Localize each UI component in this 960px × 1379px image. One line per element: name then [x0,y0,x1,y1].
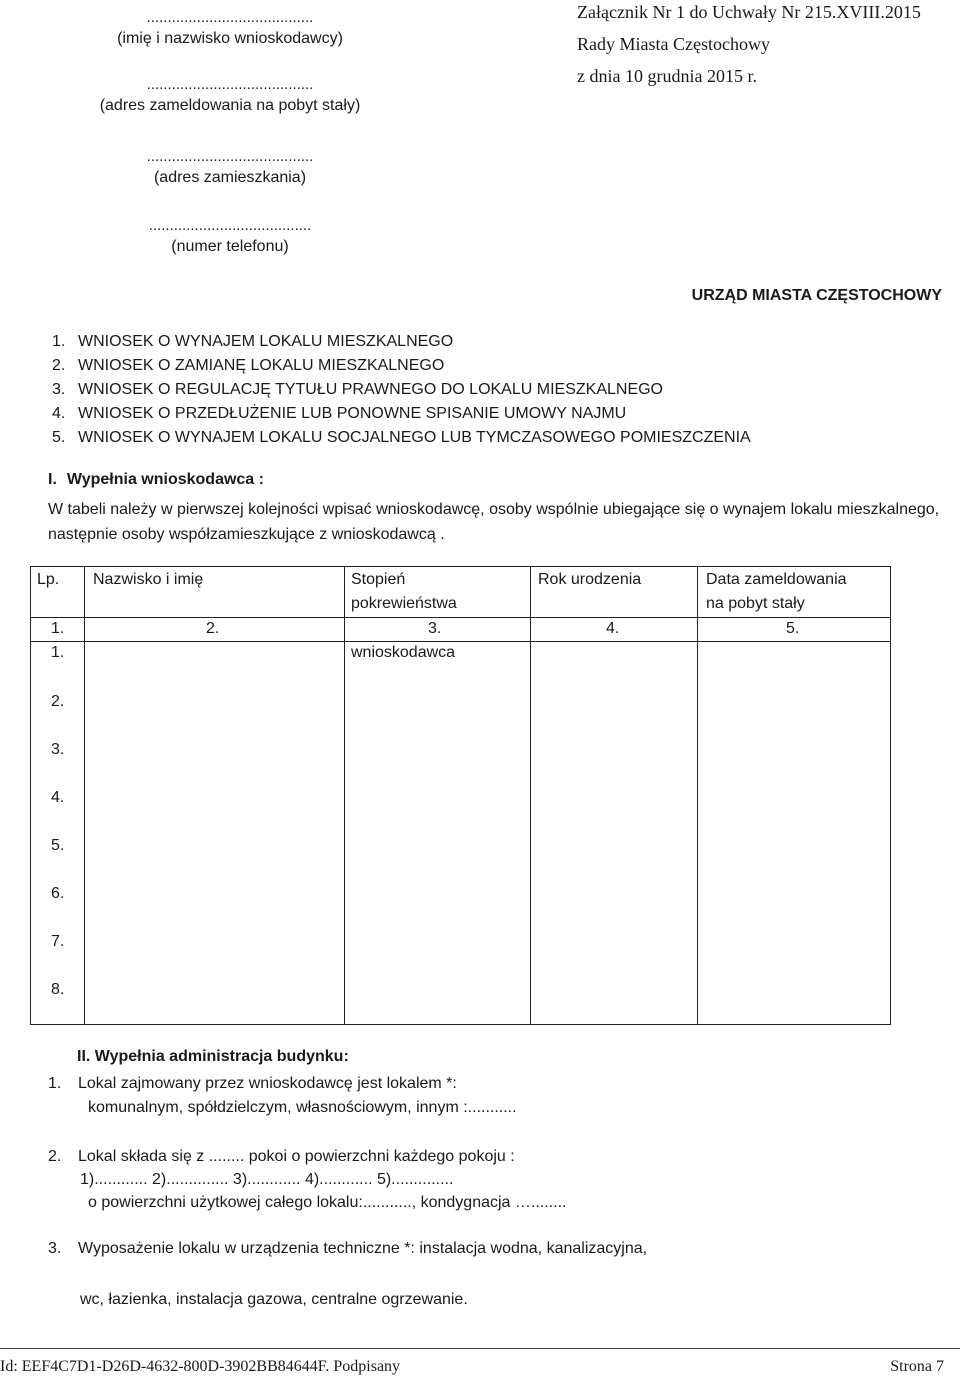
table-frame [30,566,891,1025]
row-number: 6. [51,885,65,902]
applicant-name-block [60,8,400,50]
resolution-date-line: z dnia 10 grudnia 2015 r. [577,66,757,86]
residence-address-dots: ........................................ [146,148,314,165]
row-number: 1. [51,644,65,661]
question-2-text: Lokal składa się z ........ pokoi o powierzchni każdego pokoju : [78,1148,515,1165]
applicant-phone-block [60,216,400,258]
table-rule [30,566,31,1025]
office-name: URZĄD MIASTA CZĘSTOCHOWY [691,287,942,304]
header-registration-line1: Data zameldowania [706,571,847,588]
header-name: Nazwisko i imię [93,571,204,588]
header-relation-line2: pokrewieństwa [351,595,457,612]
section-1-title: Wypełnia wnioskodawca : [66,471,264,488]
table-rule [30,641,890,642]
table-rule [30,566,890,567]
question-3-text: Wyposażenie lokalu w urządzenia techniczne *: instalacja wodna, kanalizacyjna, [78,1240,648,1257]
registered-address-dots: ........................................ [146,76,314,93]
column-number: 2. [206,620,220,637]
applicant-residence-address-block [60,147,400,189]
question-3-text-continued: wc, łazienka, instalacja gazowa, centralne ogrzewanie. [80,1291,468,1308]
question-3-number: 3. [48,1240,62,1257]
table-rule [697,566,698,1025]
resolution-attachment-line: Załącznik Nr 1 do Uchwały Nr 215.XVIII.2015 [577,2,921,22]
header-relation-line1: Stopień [351,571,406,588]
column-number: 1. [51,620,65,637]
section-2-heading: II. Wypełnia administracja budynku: [77,1048,349,1065]
row-number: 8. [51,981,65,998]
applicant-name-dots: ........................................ [146,9,314,26]
section-1-numeral: I. [48,471,57,488]
applicant-name-caption: (imię i nazwisko wnioskodawcy) [117,30,343,47]
question-2-number: 2. [48,1148,62,1165]
applicant-relation: wnioskodawca [351,644,456,661]
table-rule [530,566,531,1025]
header-birth-year: Rok urodzenia [538,571,642,588]
section-1-instructions: W tabeli należy w pierwszej kolejności wpisać wnioskodawcę, osoby wspólnie ubiegające się o wynajem lokalu mieszkalnego, następnie osoby współzamieszkujące z wnioskodawcą . [48,501,940,543]
question-1-options: komunalnym, spółdzielczym, własnościowym, innym :........... [88,1099,517,1116]
application-type-item: 3. WNIOSEK O REGULACJĘ TYTUŁU PRAWNEGO DO LOKALU MIESZKALNEGO [52,381,663,398]
application-type-item: 2. WNIOSEK O ZAMIANĘ LOKALU MIESZKALNEGO [52,357,445,374]
table-rule [344,566,345,1025]
registered-address-caption: (adres zameldowania na pobyt stały) [99,97,361,114]
application-type-list [52,330,751,450]
row-number: 7. [51,933,65,950]
document-id: Id: EEF4C7D1-D26D-4632-800D-3902BB84644F. Podpisany [0,1358,401,1375]
residence-address-caption: (adres zamieszkania) [153,169,307,186]
page-number: Strona 7 [890,1358,944,1375]
header-registration-line2: na pobyt stały [706,595,805,612]
table-rule [30,617,890,618]
column-number: 4. [606,620,620,637]
phone-caption: (numer telefonu) [171,238,289,255]
resolution-council-line: Rady Miasta Częstochowy [577,34,770,54]
application-type-item: 5. WNIOSEK O WYNAJEM LOKALU SOCJALNEGO LUB TYMCZASOWEGO POMIESZCZENIA [52,429,751,446]
header-lp: Lp. [37,571,60,588]
column-number: 3. [428,620,442,637]
application-type-item: 1. WNIOSEK O WYNAJEM LOKALU MIESZKALNEGO [52,333,454,350]
column-number: 5. [786,620,800,637]
applicant-registered-address-block [60,75,400,117]
question-1-number: 1. [48,1075,62,1092]
question-2-rooms: 1)............ 2).............. 3)............ 4)............ 5).............. [80,1171,454,1188]
row-number: 2. [51,693,65,710]
table-rule [84,566,85,1025]
question-1-text: Lokal zajmowany przez wnioskodawcę jest lokalem *: [78,1075,457,1092]
question-2-area: o powierzchni użytkowej całego lokalu:..........., kondygnacja …........ [88,1194,567,1211]
row-number: 3. [51,741,65,758]
section-1-heading [48,471,264,489]
footer-divider [0,1348,960,1349]
row-number: 4. [51,789,65,806]
row-number: 5. [51,837,65,854]
phone-dots: ....................................... [148,217,312,234]
application-type-item: 4. WNIOSEK O PRZEDŁUŻENIE LUB PONOWNE SPISANIE UMOWY NAJMU [52,405,627,422]
